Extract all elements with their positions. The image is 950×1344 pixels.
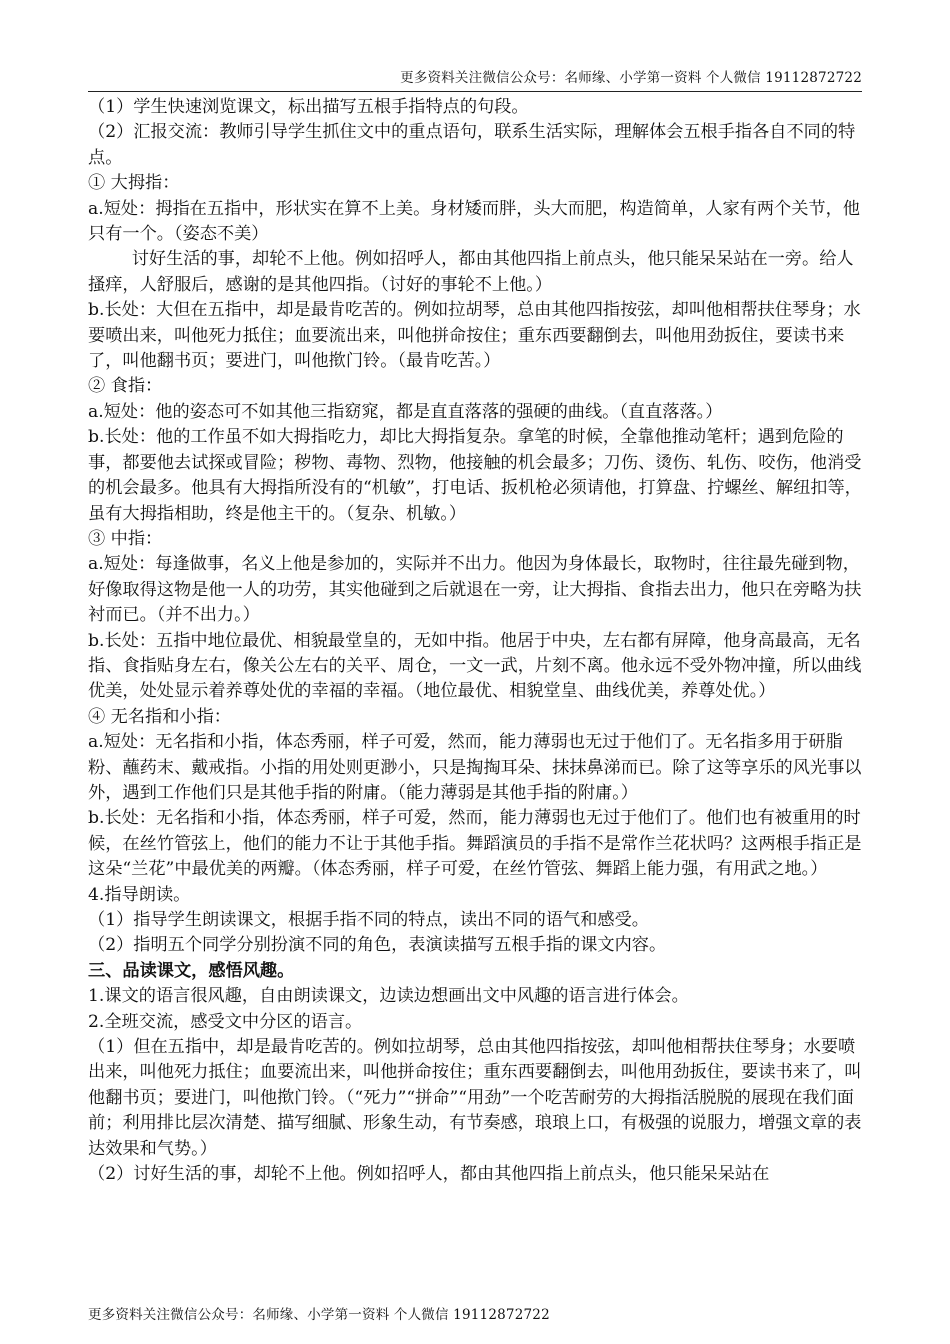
section-heading: ② 食指：	[88, 376, 163, 397]
paragraph: （2）讨好生活的事，却轮不上他。例如招呼人，都由其他四指上前点头，他只能呆呆站在	[88, 1164, 770, 1185]
page-header: 更多资料关注微信公众号：名师缘、小学第一资料 个人微信 19112872722	[400, 70, 862, 86]
section-heading: ④ 无名指和小指：	[88, 706, 231, 727]
paragraph: a.短处：每逢做事，名义上他是参加的，实际并不出力。他因为身体最长，取物时，往往最先碰到物，好像取得这物是他一人的功劳，其实他碰到之后就退在一旁，让大拇指、食指去出力，他只在旁略为扶衬而已。（并不出力。）	[88, 554, 862, 626]
paragraph: a.短处：他的姿态可不如其他三指窈窕，都是直直落落的强硬的曲线。（直直落落。）	[88, 401, 723, 422]
paragraph: a.短处：拇指在五指中，形状实在算不上美。身材矮而胖，头大而肥，构造简单，人家有两个关节，他只有一个。（姿态不美）	[88, 198, 860, 245]
paragraph: 1.课文的语言很风趣，自由朗读课文，边读边想画出文中风趣的语言进行体会。	[88, 986, 689, 1007]
paragraph: （1）指导学生朗读课文，根据手指不同的特点，读出不同的语气和感受。	[88, 910, 649, 930]
paragraph: b.长处：大但在五指中，却是最肯吃苦的。例如拉胡琴，总由其他四指按弦，却叫他相帮扶住琴身；水要喷出来，叫他死力抵住；血要流出来，叫他拼命按住；重东西要翻倒去，叫他用劲扳住，要读书来了，叫他翻书页；要进门，叫他揿门铃。（最肯吃苦。）	[88, 300, 861, 372]
paragraph: （2）汇报交流：教师引导学生抓住文中的重点语句，联系生活实际，理解体会五根手指各自不同的特点。	[88, 122, 856, 168]
paragraph: （1）学生快速浏览课文，标出描写五根手指特点的句段。	[88, 97, 529, 117]
section-heading: ③ 中指：	[88, 528, 163, 549]
paragraph: b.长处：五指中地位最优、相貌最堂皇的，无如中指。他居于中央，左右都有屏障，他身高最高，无名指、食指贴身左右，像关公左右的关平、周仓，一文一武，片刻不离。他永远不受外物冲撞，所以曲线优美，处处显示着养尊处优的幸福的幸福。（地位最优、相貌堂皇、曲线优美，养尊处优。）	[88, 630, 862, 702]
paragraph: 2.全班交流，感受文中分区的语言。	[88, 1011, 363, 1032]
part-heading: 三、品读课文，感悟风趣。	[88, 960, 295, 981]
header-divider	[88, 91, 862, 92]
section-heading: ① 大拇指：	[88, 173, 180, 194]
document-body	[88, 95, 868, 1187]
paragraph: 4.指导朗读。	[88, 884, 191, 905]
paragraph: （2）指明五个同学分别扮演不同的角色，表演读描写五根手指的课文内容。	[88, 935, 667, 956]
page-footer: 更多资料关注微信公众号：名师缘、小学第一资料 个人微信 19112872722	[88, 1307, 550, 1323]
paragraph: 讨好生活的事，却轮不上他。例如招呼人，都由其他四指上前点头，他只能呆呆站在一旁。给人搔痒，人舒服后，感谢的是其他四指。（讨好的事轮不上他。）	[88, 249, 854, 295]
paragraph: b.长处：他的工作虽不如大拇指吃力，却比大拇指复杂。拿笔的时候，全靠他推动笔杆；遇到危险的事，都要他去试探或冒险；秽物、毒物、烈物，他接触的机会最多；刀伤、烫伤、轧伤、咬伤，他消受的机会最多。他具有大拇指所没有的“机敏”，打电话、扳机枪必须请他，打算盘、拧螺丝、解纽扣等，虽有大拇指相助，终是他主干的。（复杂、机敏。）	[88, 427, 862, 524]
paragraph: b.长处：无名指和小指，体态秀丽，样子可爱，然而，能力薄弱也无过于他们了。他们也有被重用的时候，在丝竹管弦上，他们的能力不让于其他手指。舞蹈演员的手指不是常作兰花状吗？这两根手指正是这朵“兰花”中最优美的两瓣。（体态秀丽，样子可爱，在丝竹管弦、舞蹈上能力强，有用武之地。）	[88, 808, 862, 880]
paragraph: （1）但在五指中，却是最肯吃苦的。例如拉胡琴，总由其他四指按弦，却叫他相帮扶住琴身；水要喷出来，叫他死力抵住；血要流出来，叫他拼命按住；重东西要翻倒去，叫他用劲扳住，要读书来了，叫他翻书页；要进门，叫他揿门铃。（“死力”“拼命”“用劲”一个吃苦耐劳的大拇指活脱脱的展现在我们面前；利用排比层次清楚、描写细腻、形象生动，有节奏感，琅琅上口，有极强的说服力，增强文章的表达效果和气势。）	[88, 1037, 862, 1159]
paragraph: a.短处：无名指和小指，体态秀丽，样子可爱，然而，能力薄弱也无过于他们了。无名指多用于研脂粉、蘸药末、戴戒指。小指的用处则更渺小，只是掏掏耳朵、抹抹鼻涕而已。除了这等享乐的风光事以外，遇到工作他们只是其他手指的附庸。（能力薄弱是其他手指的附庸。）	[88, 732, 862, 803]
